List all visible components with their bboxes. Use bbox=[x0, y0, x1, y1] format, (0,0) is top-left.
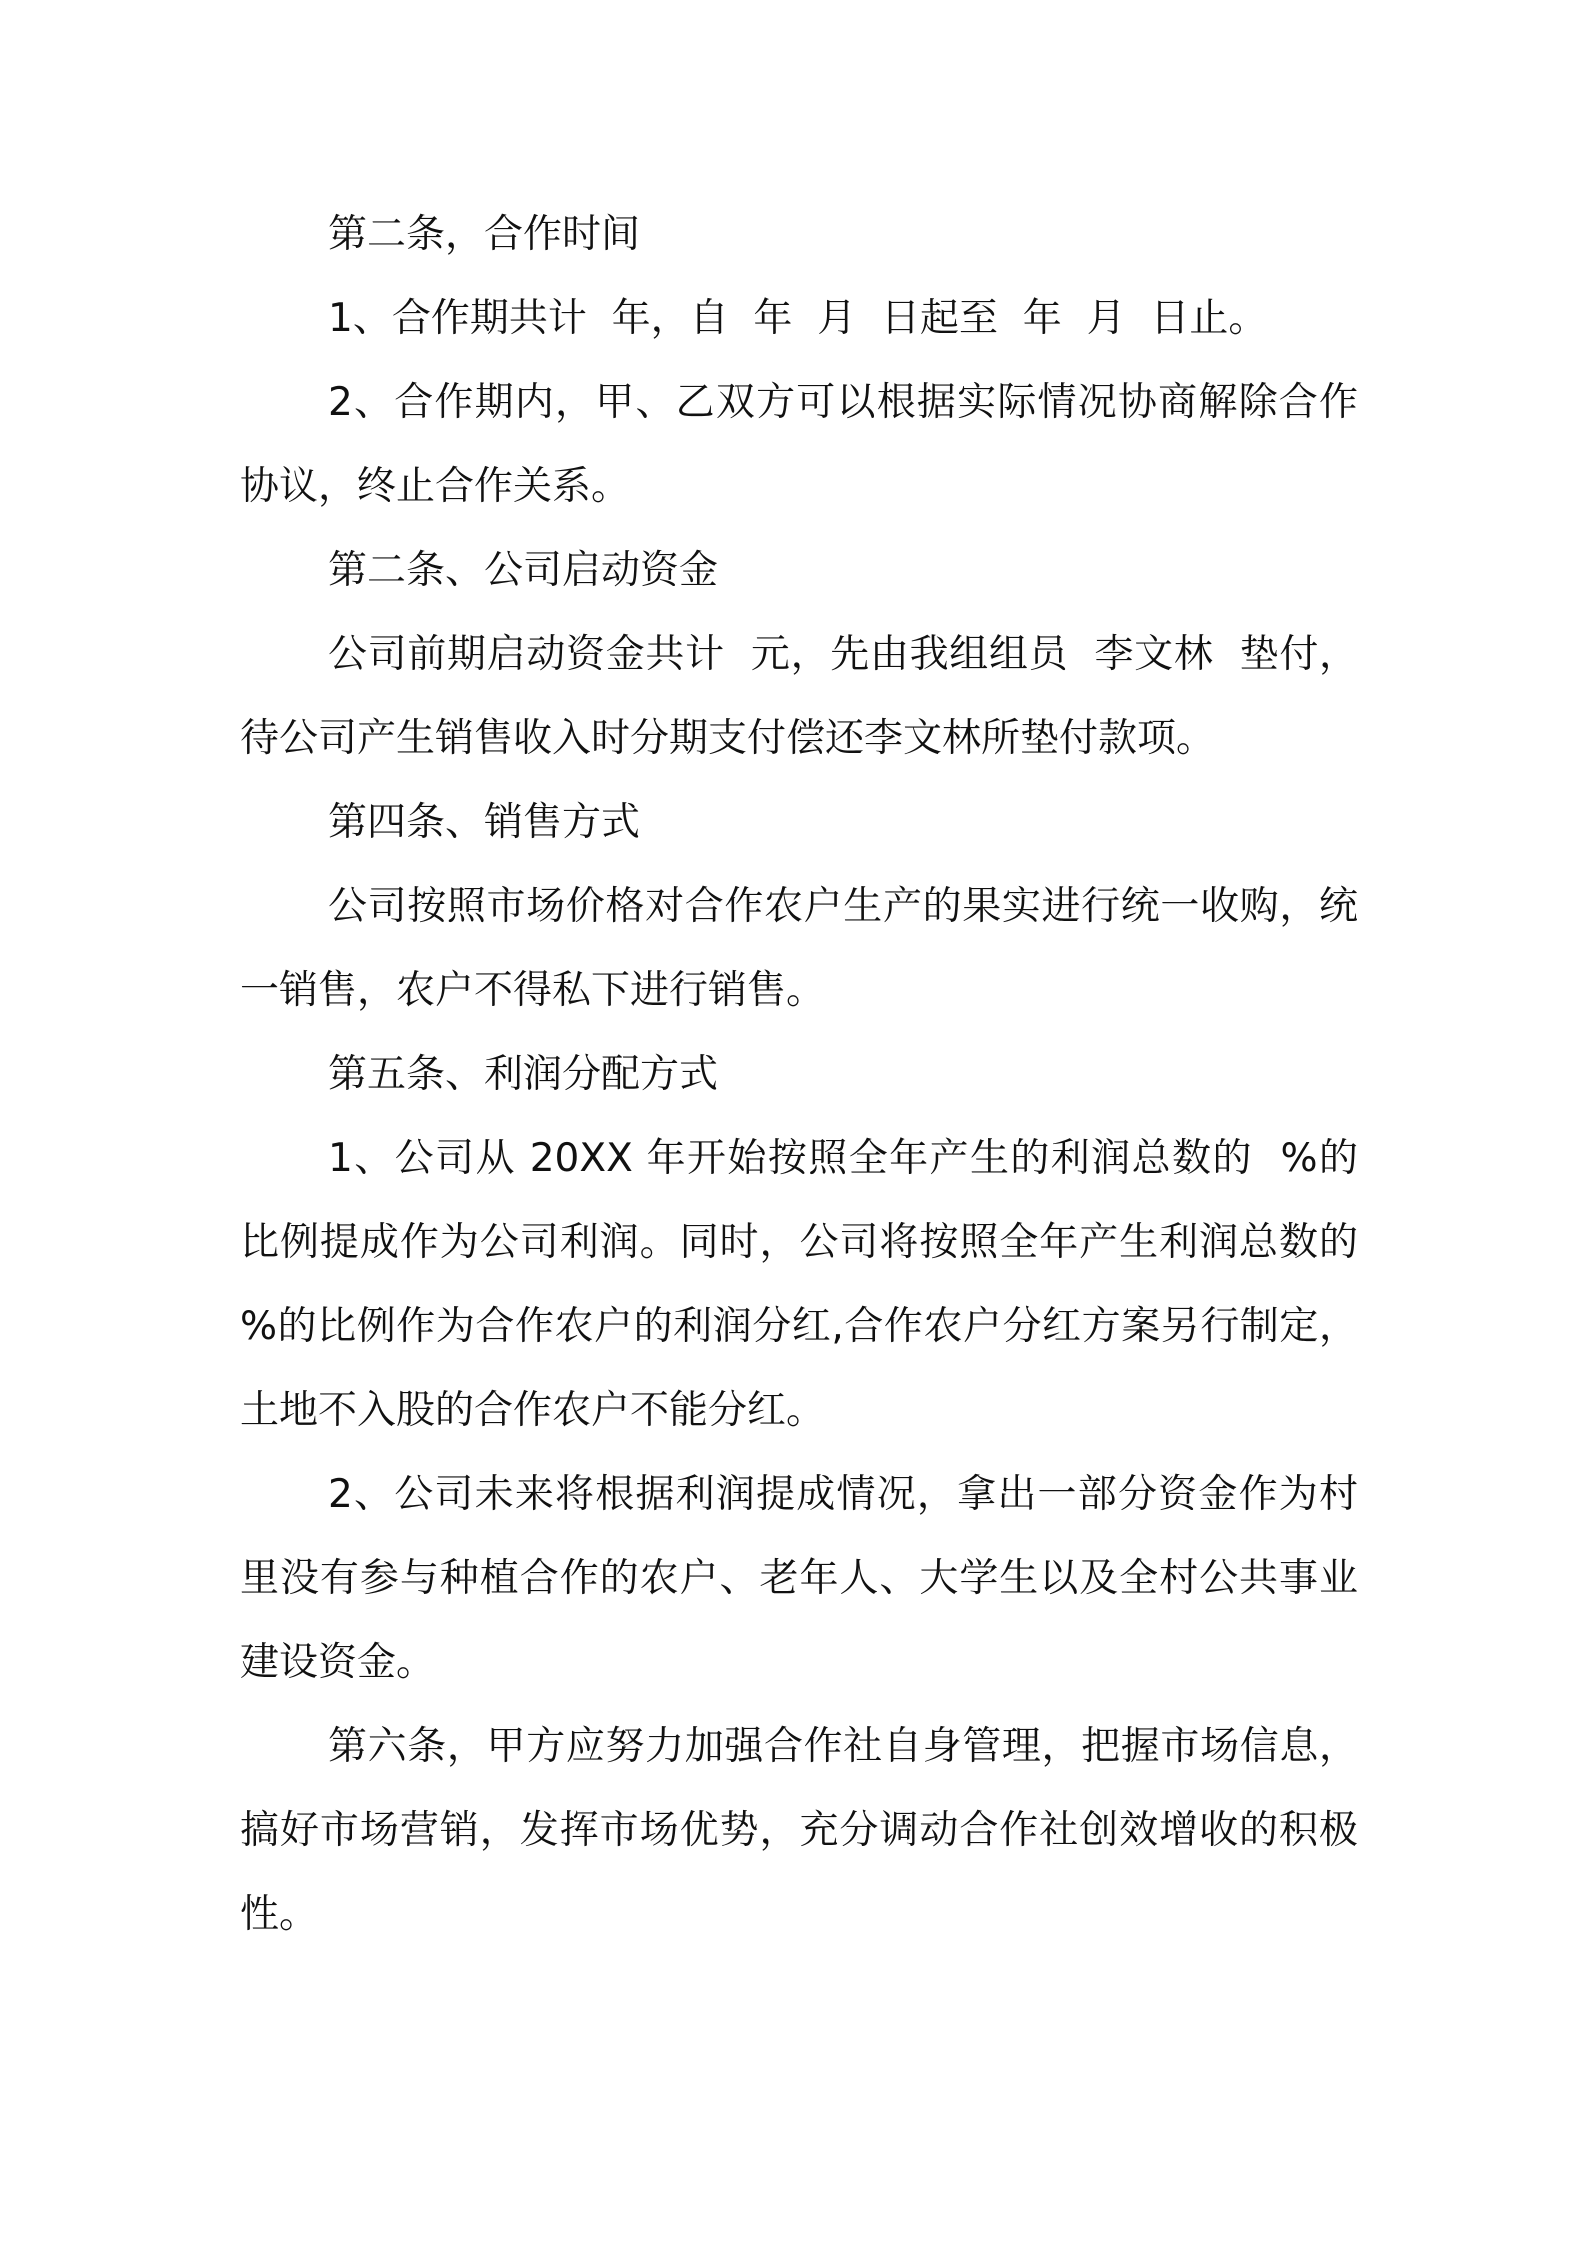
section-heading-cooperation-period: 第二条，合作时间 bbox=[328, 212, 641, 257]
clause-termination: 2、合作期内，甲、乙双方可以根据实际情况协商解除合作协议，终止合作关系。 bbox=[240, 380, 1358, 509]
document-body bbox=[240, 193, 1383, 1957]
clause-sales-method: 公司按照市场价格对合作农户生产的果实进行统一收购，统一销售，农户不得私下进行销售。 bbox=[240, 884, 1358, 1013]
clause-cooperation-term: 1、合作期共计 年，自 年 月 日起至 年 月 日止。 bbox=[328, 296, 1268, 341]
clause-management-duty: 第六条，甲方应努力加强合作社自身管理，把握市场信息，搞好市场营销，发挥市场优势，充分调动合作社创效增收的积极性。 bbox=[240, 1724, 1358, 1937]
section-heading-startup-funds: 第二条、公司启动资金 bbox=[328, 548, 719, 593]
section-heading-profit-distribution: 第五条、利润分配方式 bbox=[328, 1052, 719, 1097]
clause-profit-share: 1、公司从 20XX 年开始按照全年产生的利润总数的 %的比例提成作为公司利润。同时，公司将按照全年产生利润总数的 %的比例作为合作农户的利润分红,合作农户分红方案另行制定，土地不入股的合作农户不能分红。 bbox=[240, 1136, 1383, 1433]
section-heading-sales-method: 第四条、销售方式 bbox=[328, 800, 641, 845]
clause-community-funds: 2、公司未来将根据利润提成情况，拿出一部分资金作为村里没有参与种植合作的农户、老年人、大学生以及全村公共事业建设资金。 bbox=[240, 1472, 1358, 1685]
clause-startup-funds: 公司前期启动资金共计 元，先由我组组员 李文林 垫付，待公司产生销售收入时分期支付偿还李文林所垫付款项。 bbox=[240, 632, 1358, 761]
